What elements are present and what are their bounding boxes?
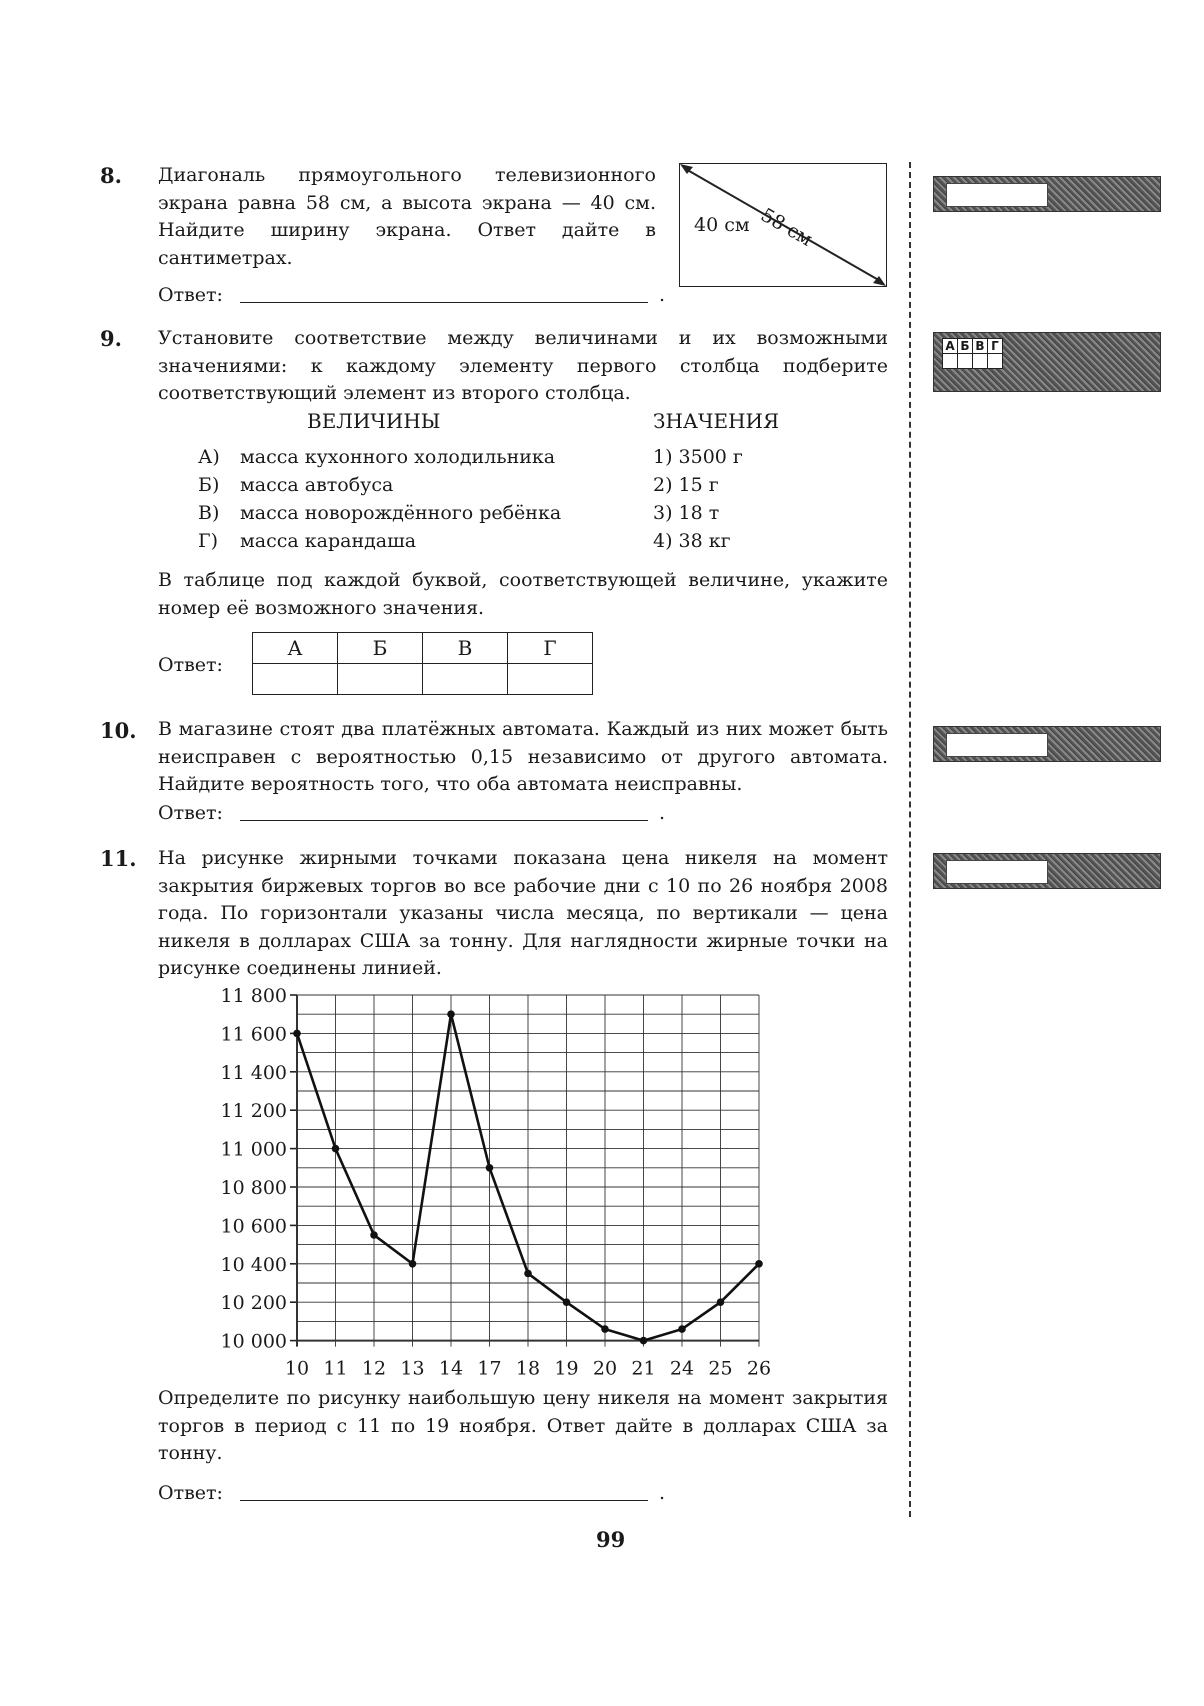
tv-screen-figure bbox=[679, 163, 887, 287]
data-point bbox=[370, 1231, 378, 1239]
data-point bbox=[717, 1298, 725, 1306]
q9-answer-cell[interactable] bbox=[253, 664, 338, 695]
q9-answer-box[interactable] bbox=[933, 332, 1161, 392]
q9-answer-label: Ответ: bbox=[158, 654, 223, 676]
q11-answer-label: Ответ: bbox=[158, 1482, 223, 1504]
data-point bbox=[332, 1145, 340, 1153]
q10-answer-box[interactable] bbox=[933, 726, 1161, 762]
data-point bbox=[486, 1164, 494, 1172]
q9-item-text: масса новорождённого ребёнка bbox=[240, 502, 562, 524]
mini-cell[interactable] bbox=[988, 354, 1003, 369]
x-tick-label: 10 bbox=[284, 1357, 310, 1380]
q10-answer-line[interactable] bbox=[240, 820, 648, 821]
q8-answer-box[interactable] bbox=[933, 176, 1161, 212]
page-number: 99 bbox=[596, 1527, 626, 1552]
mini-cell[interactable] bbox=[958, 354, 973, 369]
q9-item-text: масса автобуса bbox=[240, 474, 394, 496]
q9-value: 2) 15 г bbox=[653, 474, 719, 496]
q11-period: . bbox=[659, 1482, 666, 1504]
q9-text: Установите соответствие между величинами и их возможными значениями: к каждому элементу первого столбца подберите соответствующий элемент из второго столбца. bbox=[158, 327, 888, 404]
y-tick-label: 11 200 bbox=[220, 1100, 287, 1123]
mini-header: Б bbox=[958, 339, 973, 354]
q9-table-header: А bbox=[253, 633, 338, 664]
q9-number: 9. bbox=[100, 326, 122, 351]
data-point bbox=[640, 1337, 648, 1345]
margin-divider bbox=[909, 162, 911, 1517]
x-tick-label: 25 bbox=[708, 1357, 733, 1380]
data-point bbox=[293, 1030, 301, 1038]
data-point bbox=[524, 1270, 532, 1278]
height-label: 40 см bbox=[694, 214, 750, 236]
x-axis-labels bbox=[285, 1358, 771, 1380]
x-tick-label: 18 bbox=[515, 1357, 541, 1380]
mini-header: В bbox=[973, 339, 988, 354]
data-point bbox=[447, 1010, 455, 1018]
diagonal-label: 58 см bbox=[757, 204, 817, 251]
q9-mini-table bbox=[942, 338, 1003, 369]
y-tick-label: 10 600 bbox=[220, 1215, 287, 1238]
q9-answer-cell[interactable] bbox=[508, 664, 593, 695]
q9-item-a bbox=[198, 443, 561, 471]
q9-item-letter: А) bbox=[198, 446, 220, 468]
q9-item-text: масса кухонного холодильника bbox=[240, 446, 556, 468]
q10-answer-label: Ответ: bbox=[158, 802, 223, 824]
x-tick-label: 17 bbox=[477, 1357, 502, 1380]
y-axis-labels bbox=[221, 985, 287, 1353]
x-tick-label: 26 bbox=[746, 1357, 772, 1380]
q10-text: В магазине стоят два платёжных автомата. Каждый из них может быть неисправен с вероятностью 0,15 независимо от другого автомата. Найдите вероятность того, что оба автомата неисправны. bbox=[158, 718, 888, 795]
chart-grid bbox=[290, 995, 759, 1347]
mini-cell[interactable] bbox=[973, 354, 988, 369]
data-point bbox=[755, 1260, 763, 1268]
y-tick-label: 10 800 bbox=[220, 1177, 287, 1199]
q9-instruction: В таблице под каждой буквой, соответствующей величине, укажите номер её возможного значения. bbox=[158, 569, 888, 619]
y-tick-label: 11 600 bbox=[220, 1023, 287, 1046]
q9-value: 3) 18 т bbox=[653, 502, 720, 524]
q11-answer-box[interactable] bbox=[933, 853, 1161, 889]
q9-answer-cell[interactable] bbox=[423, 664, 508, 695]
y-tick-label: 11 800 bbox=[220, 985, 287, 1007]
q9-value: 4) 38 кг bbox=[653, 530, 731, 552]
mini-cell[interactable] bbox=[943, 354, 958, 369]
q11-question: Определите по рисунку наибольшую цену никеля на момент закрытия торгов в период с 11 по 19 ноября. Ответ дайте в долларах США за тонну. bbox=[158, 1387, 888, 1464]
q11-number: 11. bbox=[100, 846, 137, 871]
data-point bbox=[601, 1325, 609, 1333]
q9-table-header: Г bbox=[508, 633, 593, 664]
q9-item-text: масса карандаша bbox=[240, 530, 417, 552]
q9-item-letter: Б) bbox=[198, 474, 220, 496]
q10-number: 10. bbox=[100, 718, 137, 743]
q9-col1-header: ВЕЛИЧИНЫ bbox=[307, 409, 441, 433]
q8-text: Диагональ прямоугольного телевизионного экрана равна 58 см, а высота экрана — 40 см. Найдите ширину экрана. Ответ дайте в сантиметрах. bbox=[158, 164, 656, 269]
q8-answer-line[interactable] bbox=[240, 302, 648, 303]
q9-answer-cell[interactable] bbox=[338, 664, 423, 695]
q11-text: На рисунке жирными точками показана цена никеля на момент закрытия биржевых торгов во все рабочие дни с 10 по 26 ноября 2008 года. По горизонтали указаны числа месяца, по вертикали — цена никеля в долларах США за тонну. Для наглядности жирные точки на рисунке соединены линией. bbox=[158, 847, 888, 979]
q9-item-b bbox=[198, 471, 561, 499]
q9-answer-table bbox=[252, 632, 593, 695]
data-point bbox=[678, 1325, 686, 1333]
q8-answer-label: Ответ: bbox=[158, 284, 223, 306]
data-point bbox=[563, 1298, 571, 1306]
q11-answer-line[interactable] bbox=[240, 1500, 648, 1501]
q9-item-letter: Г) bbox=[198, 530, 218, 552]
x-tick-label: 14 bbox=[438, 1357, 464, 1380]
mini-header: Г bbox=[988, 339, 1003, 354]
y-tick-label: 10 200 bbox=[220, 1292, 287, 1315]
q9-value: 1) 3500 г bbox=[653, 446, 743, 468]
y-tick-label: 11 000 bbox=[220, 1138, 287, 1161]
q9-item-v bbox=[198, 499, 561, 527]
y-tick-label: 10 000 bbox=[220, 1330, 287, 1353]
q9-table-header: В bbox=[423, 633, 508, 664]
x-tick-label: 20 bbox=[592, 1357, 618, 1380]
q8-number: 8. bbox=[100, 163, 122, 188]
q10-period: . bbox=[659, 802, 666, 824]
q9-items bbox=[198, 443, 561, 555]
x-tick-label: 19 bbox=[554, 1357, 579, 1380]
mini-header: А bbox=[943, 339, 958, 354]
nickel-price-chart bbox=[200, 980, 780, 1380]
q9-item-g bbox=[198, 527, 561, 555]
data-point bbox=[409, 1260, 417, 1268]
q9-table-header: Б bbox=[338, 633, 423, 664]
x-tick-label: 21 bbox=[631, 1357, 656, 1380]
q8-period: . bbox=[659, 284, 666, 306]
x-tick-label: 12 bbox=[361, 1357, 387, 1380]
q9-values bbox=[653, 443, 743, 555]
q9-col2-header: ЗНАЧЕНИЯ bbox=[653, 409, 780, 433]
q9-item-letter: В) bbox=[198, 502, 220, 524]
y-tick-label: 10 400 bbox=[220, 1253, 287, 1276]
x-tick-label: 11 bbox=[323, 1357, 348, 1380]
x-tick-label: 24 bbox=[669, 1357, 695, 1380]
y-tick-label: 11 400 bbox=[220, 1061, 287, 1084]
x-tick-label: 13 bbox=[400, 1357, 425, 1380]
